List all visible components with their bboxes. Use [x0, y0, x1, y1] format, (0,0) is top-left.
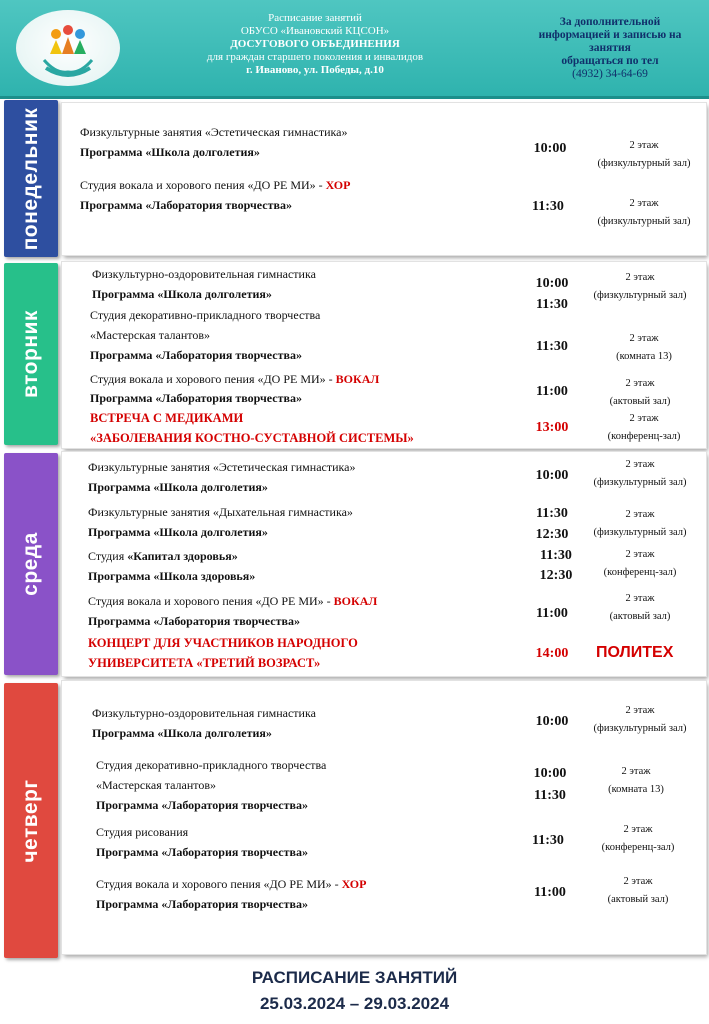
header-info: [180, 12, 450, 77]
header-line-2: ОБУСО «Ивановский КЦСОН»: [240, 25, 390, 37]
mon-1-room: (физкультурный зал): [597, 158, 691, 169]
contact-line-1: За дополнительной: [559, 16, 661, 28]
tue-3-room: (актовый зал): [609, 396, 671, 407]
tue-1-program: Программа «Школа долголетия»: [92, 287, 272, 301]
mon-2-time: 11:30: [532, 199, 564, 214]
wed-1-time: 10:00: [535, 468, 569, 483]
thu-2-floor: 2 этаж: [621, 766, 651, 777]
wed-5-place: ПОЛИТЕХ: [596, 644, 674, 661]
contact-line-3: занятия: [589, 42, 631, 54]
wed-3-title: [88, 549, 238, 563]
header-line-4: для граждан старшего поколения и инвалидов: [206, 51, 424, 63]
tue-4-time: 13:00: [535, 420, 569, 435]
wed-3-time: 11:30: [540, 548, 572, 563]
tue-4-title: ВСТРЕЧА С МЕДИКАМИ: [90, 411, 244, 425]
thu-2-program: Программа «Лаборатория творчества»: [96, 798, 308, 812]
thu-1-title: Физкультурно-оздоровительная гимнастика: [92, 706, 316, 720]
thu-1-floor: 2 этаж: [625, 705, 655, 716]
thu-1-room: (физкультурный зал): [593, 723, 687, 734]
day-label-wednesday: среда: [19, 532, 42, 596]
mon-2-floor: 2 этаж: [629, 198, 659, 209]
organization-logo: [16, 10, 120, 86]
wed-4-time: 11:00: [536, 606, 568, 621]
wed-1-floor: 2 этаж: [625, 459, 655, 470]
thu-2-time: 10:00: [533, 766, 567, 781]
header-banner: [0, 0, 709, 99]
tue-3-title-text: Студия вокала и хорового пения «ДО РЕ МИ» -: [90, 372, 336, 386]
wed-4-floor: 2 этаж: [625, 593, 655, 604]
tue-3-time: 11:00: [536, 384, 568, 399]
thu-4-room: (актовый зал): [607, 894, 669, 905]
mon-2-tag: ХОР: [325, 178, 351, 192]
wed-2-title: Физкультурные занятия «Дыхательная гимнастика»: [88, 505, 353, 519]
tue-2-floor: 2 этаж: [629, 333, 659, 344]
mon-1-floor: 2 этаж: [629, 140, 659, 151]
thu-4-tag: ХОР: [341, 877, 367, 891]
mon-2-title: [80, 178, 350, 192]
mon-2-title-text: Студия вокала и хорового пения «ДО РЕ МИ» -: [80, 178, 326, 192]
tue-3-title: [90, 372, 379, 386]
tue-3-floor: 2 этаж: [625, 378, 655, 389]
thu-4-title: [96, 877, 366, 891]
wed-3-room: (конференц-зал): [603, 567, 677, 578]
day-panel-monday: [62, 103, 706, 255]
thu-4-title-text: Студия вокала и хорового пения «ДО РЕ МИ» -: [96, 877, 342, 891]
wed-3-program: Программа «Школа здоровья»: [88, 569, 256, 583]
wed-3-time2: 12:30: [539, 568, 573, 583]
wed-4-title-text: Студия вокала и хорового пения «ДО РЕ МИ» -: [88, 594, 334, 608]
contact-line-4: обращаться по тел: [561, 55, 659, 67]
wed-2-time2: 12:30: [535, 527, 569, 542]
thu-3-program: Программа «Лаборатория творчества»: [96, 845, 308, 859]
mon-1-program: Программа «Школа долголетия»: [80, 145, 260, 159]
wed-5-time: 14:00: [535, 646, 569, 661]
wed-3-floor: 2 этаж: [625, 549, 655, 560]
wed-4-tag: ВОКАЛ: [333, 594, 378, 608]
thu-3-time: 11:30: [532, 833, 564, 848]
tue-2-title2: «Мастерская талантов»: [90, 328, 211, 342]
thu-2-title2: «Мастерская талантов»: [96, 778, 217, 792]
tue-1-time2: 11:30: [536, 297, 568, 312]
header-line-1: Расписание занятий: [268, 12, 362, 24]
wed-1-room: (физкультурный зал): [593, 477, 687, 488]
wed-2-program: Программа «Школа долголетия»: [88, 525, 268, 539]
wed-4-room: (актовый зал): [609, 611, 671, 622]
header-line-3: ДОСУГОВОГО ОБЪЕДИНЕНИЯ: [230, 38, 400, 50]
header-line-5: г. Иваново, ул. Победы, д.10: [246, 64, 384, 76]
tue-3-tag: ВОКАЛ: [335, 372, 380, 386]
wed-4-title: [88, 594, 377, 608]
day-tab-tuesday: [4, 263, 58, 445]
contact-phone: (4932) 34-64-69: [572, 68, 648, 80]
thu-4-time: 11:00: [534, 885, 566, 900]
tue-3-program: Программа «Лаборатория творчества»: [90, 391, 302, 405]
day-label-monday: понедельник: [19, 107, 42, 250]
mon-2-room: (физкультурный зал): [597, 216, 691, 227]
wed-2-room: (физкультурный зал): [593, 527, 687, 538]
day-panel-thursday: [62, 681, 706, 954]
wed-2-floor: 2 этаж: [625, 509, 655, 520]
thu-2-room: (комната 13): [608, 784, 664, 795]
tue-2-room: (комната 13): [616, 351, 672, 362]
mon-2-program: Программа «Лаборатория творчества»: [80, 198, 292, 212]
tue-1-time: 10:00: [535, 276, 569, 291]
wed-1-title: Физкультурные занятия «Эстетическая гимнастика»: [88, 460, 356, 474]
wed-1-program: Программа «Школа долголетия»: [88, 480, 268, 494]
tue-4-room: (конференц-зал): [607, 431, 681, 442]
mon-1-time: 10:00: [533, 141, 567, 156]
header-contact: [520, 16, 700, 81]
day-tab-thursday: [4, 683, 58, 958]
day-panel-wednesday: [62, 452, 706, 676]
day-tab-monday: [4, 100, 58, 257]
thu-1-time: 10:00: [535, 714, 569, 729]
day-label-thursday: четверг: [19, 778, 42, 863]
day-tab-wednesday: [4, 453, 58, 675]
tue-1-room: (физкультурный зал): [593, 290, 687, 301]
thu-2-title: Студия декоративно-прикладного творчества: [96, 758, 327, 772]
wed-3-title-b: «Капитал здоровья»: [127, 549, 238, 563]
wed-5-title2: УНИВЕРСИТЕТА «ТРЕТИЙ ВОЗРАСТ»: [88, 656, 321, 670]
tue-2-time: 11:30: [536, 339, 568, 354]
footer-title: РАСПИСАНИЕ ЗАНЯТИЙ: [251, 968, 458, 987]
day-panel-tuesday: [62, 262, 706, 448]
contact-line-2: информацией и записью на: [538, 29, 682, 41]
tue-2-title: Студия декоративно-прикладного творчества: [90, 308, 321, 322]
tue-4-floor: 2 этаж: [629, 413, 659, 424]
thu-3-title: Студия рисования: [96, 825, 189, 839]
tue-1-title: Физкультурно-оздоровительная гимнастика: [92, 267, 316, 281]
thu-4-floor: 2 этаж: [623, 876, 653, 887]
day-label-tuesday: вторник: [19, 310, 42, 398]
thu-4-program: Программа «Лаборатория творчества»: [96, 897, 308, 911]
thu-1-program: Программа «Школа долголетия»: [92, 726, 272, 740]
tue-2-program: Программа «Лаборатория творчества»: [90, 348, 302, 362]
wed-5-title: КОНЦЕРТ ДЛЯ УЧАСТНИКОВ НАРОДНОГО: [88, 636, 358, 650]
tue-4-title2: «ЗАБОЛЕВАНИЯ КОСТНО-СУСТАВНОЙ СИСТЕМЫ»: [90, 431, 414, 445]
footer-dates: 25.03.2024 – 29.03.2024: [259, 994, 450, 1013]
wed-2-time: 11:30: [536, 506, 568, 521]
thu-3-floor: 2 этаж: [623, 824, 653, 835]
wed-4-program: Программа «Лаборатория творчества»: [88, 614, 300, 628]
thu-3-room: (конференц-зал): [601, 842, 675, 853]
thu-2-time2: 11:30: [534, 788, 566, 803]
wed-3-title-a: Студия: [88, 549, 128, 563]
tue-1-floor: 2 этаж: [625, 272, 655, 283]
mon-1-title: Физкультурные занятия «Эстетическая гимнастика»: [80, 125, 348, 139]
